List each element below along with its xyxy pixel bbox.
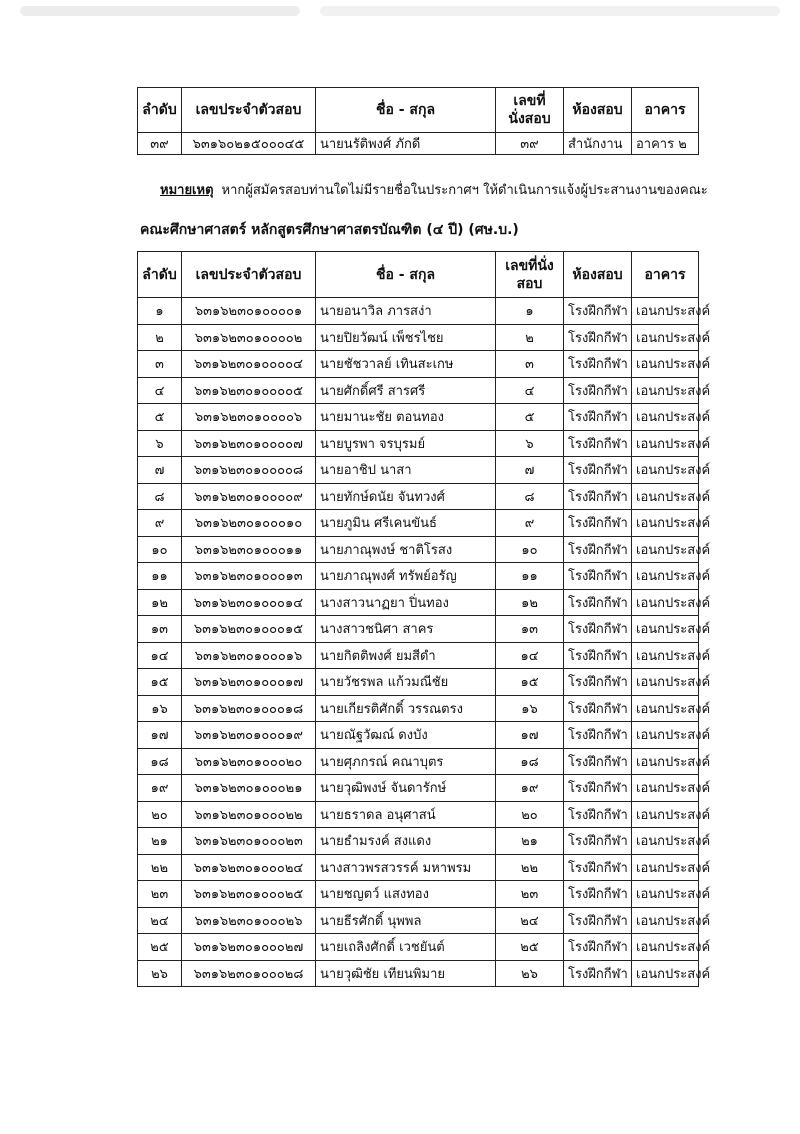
cell-seat: ๓๙ bbox=[496, 133, 564, 155]
cell-order: ๒ bbox=[138, 324, 182, 351]
cell-room: โรงฝึกกีฬา bbox=[564, 510, 632, 537]
cell-seat: ๑๕ bbox=[496, 669, 564, 696]
cell-seat: ๘ bbox=[496, 483, 564, 510]
cell-room: โรงฝึกกีฬา bbox=[564, 536, 632, 563]
cell-room: โรงฝึกกีฬา bbox=[564, 854, 632, 881]
scan-artifact bbox=[320, 6, 780, 16]
cell-room: โรงฝึกกีฬา bbox=[564, 881, 632, 908]
cell-exam-id: ๖๓๑๖๒๓๐๑๐๐๐๑๕ bbox=[182, 616, 316, 643]
cell-room: โรงฝึกกีฬา bbox=[564, 351, 632, 378]
cell-name: นายชัชวาลย์ เทินสะเกษ bbox=[316, 351, 496, 378]
cell-name: นายนรัติพงศ์ ภักดี bbox=[316, 133, 496, 155]
cell-seat: ๑๓ bbox=[496, 616, 564, 643]
table-row bbox=[138, 510, 699, 537]
cell-room: โรงฝึกกีฬา bbox=[564, 404, 632, 431]
cell-name: นายมานะชัย ตอนทอง bbox=[316, 404, 496, 431]
cell-name: นายธราดล อนุศาสน์ bbox=[316, 801, 496, 828]
cell-exam-id: ๖๓๑๖๐๒๑๕๐๐๐๔๕ bbox=[182, 133, 316, 155]
cell-order: ๑๔ bbox=[138, 642, 182, 669]
cell-name: นายวุฒิพงษ์ จันดารักษ์ bbox=[316, 775, 496, 802]
table-row bbox=[138, 457, 699, 484]
cell-order: ๓ bbox=[138, 351, 182, 378]
cell-exam-id: ๖๓๑๖๒๓๐๑๐๐๐๑๑ bbox=[182, 536, 316, 563]
cell-building: เอนกประสงค์ bbox=[632, 457, 699, 484]
cell-room: โรงฝึกกีฬา bbox=[564, 324, 632, 351]
cell-building: เอนกประสงค์ bbox=[632, 616, 699, 643]
cell-building: เอนกประสงค์ bbox=[632, 298, 699, 325]
cell-name: นายบูรพา จรบุรมย์ bbox=[316, 430, 496, 457]
cell-exam-id: ๖๓๑๖๒๓๐๑๐๐๐๑๖ bbox=[182, 642, 316, 669]
cell-order: ๔ bbox=[138, 377, 182, 404]
cell-building: เอนกประสงค์ bbox=[632, 563, 699, 590]
cell-order: ๒๖ bbox=[138, 960, 182, 987]
cell-building: เอนกประสงค์ bbox=[632, 324, 699, 351]
cell-exam-id: ๖๓๑๖๒๓๐๑๐๐๐๑๓ bbox=[182, 563, 316, 590]
cell-order: ๒๑ bbox=[138, 828, 182, 855]
cell-order: ๒๐ bbox=[138, 801, 182, 828]
cell-building: เอนกประสงค์ bbox=[632, 722, 699, 749]
cell-exam-id: ๖๓๑๖๒๓๐๑๐๐๐๐๑ bbox=[182, 298, 316, 325]
cell-building: เอนกประสงค์ bbox=[632, 351, 699, 378]
cell-order: ๘ bbox=[138, 483, 182, 510]
cell-exam-id: ๖๓๑๖๒๓๐๑๐๐๐๐๖ bbox=[182, 404, 316, 431]
table-row bbox=[138, 589, 699, 616]
cell-room: โรงฝึกกีฬา bbox=[564, 430, 632, 457]
cell-building: เอนกประสงค์ bbox=[632, 907, 699, 934]
cell-order: ๗ bbox=[138, 457, 182, 484]
table-row bbox=[138, 669, 699, 696]
table-row bbox=[138, 695, 699, 722]
cell-order: ๑๓ bbox=[138, 616, 182, 643]
cell-building: เอนกประสงค์ bbox=[632, 775, 699, 802]
cell-exam-id: ๖๓๑๖๒๓๐๑๐๐๐๒๐ bbox=[182, 748, 316, 775]
cell-exam-id: ๖๓๑๖๒๓๐๑๐๐๐๒๒ bbox=[182, 801, 316, 828]
cell-name: นายธีรศักดิ์ นุพพล bbox=[316, 907, 496, 934]
cell-seat: ๓ bbox=[496, 351, 564, 378]
col-header-building: อาคาร bbox=[632, 252, 699, 298]
col-header-order: ลำดับ bbox=[138, 88, 182, 133]
cell-room: สำนักงาน bbox=[564, 133, 632, 155]
table-row bbox=[138, 960, 699, 987]
table-row bbox=[138, 801, 699, 828]
cell-building: เอนกประสงค์ bbox=[632, 510, 699, 537]
cell-seat: ๒๑ bbox=[496, 828, 564, 855]
cell-building: เอนกประสงค์ bbox=[632, 377, 699, 404]
cell-seat: ๑๘ bbox=[496, 748, 564, 775]
cell-order: ๕ bbox=[138, 404, 182, 431]
cell-building: เอนกประสงค์ bbox=[632, 430, 699, 457]
cell-seat: ๗ bbox=[496, 457, 564, 484]
col-header-room: ห้องสอบ bbox=[564, 252, 632, 298]
cell-exam-id: ๖๓๑๖๒๓๐๑๐๐๐๒๓ bbox=[182, 828, 316, 855]
cell-room: โรงฝึกกีฬา bbox=[564, 828, 632, 855]
cell-name: นายปิยวัฒน์ เพ็ชรไชย bbox=[316, 324, 496, 351]
table-row bbox=[138, 298, 699, 325]
cell-building: เอนกประสงค์ bbox=[632, 536, 699, 563]
cell-order: ๒๓ bbox=[138, 881, 182, 908]
col-header-exam-id: เลขประจำตัวสอบ bbox=[182, 88, 316, 133]
cell-seat: ๑๔ bbox=[496, 642, 564, 669]
cell-seat: ๑๙ bbox=[496, 775, 564, 802]
cell-room: โรงฝึกกีฬา bbox=[564, 695, 632, 722]
cell-order: ๑๗ bbox=[138, 722, 182, 749]
table-row bbox=[138, 722, 699, 749]
note bbox=[160, 179, 708, 200]
col-header-order: ลำดับ bbox=[138, 252, 182, 298]
cell-building: เอนกประสงค์ bbox=[632, 828, 699, 855]
table-row bbox=[138, 642, 699, 669]
cell-room: โรงฝึกกีฬา bbox=[564, 907, 632, 934]
cell-exam-id: ๖๓๑๖๒๓๐๑๐๐๐๑๐ bbox=[182, 510, 316, 537]
col-header-name: ชื่อ - สกุล bbox=[316, 88, 496, 133]
cell-room: โรงฝึกกีฬา bbox=[564, 377, 632, 404]
table-row bbox=[138, 616, 699, 643]
cell-name: นางสาวชนิศา สาคร bbox=[316, 616, 496, 643]
cell-exam-id: ๖๓๑๖๒๓๐๑๐๐๐๒๕ bbox=[182, 881, 316, 908]
cell-room: โรงฝึกกีฬา bbox=[564, 642, 632, 669]
cell-seat: ๙ bbox=[496, 510, 564, 537]
cell-order: ๑๑ bbox=[138, 563, 182, 590]
section-title: คณะศึกษาศาสตร์ หลักสูตรศึกษาศาสตรบัณฑิต (๔ ปี) (ศษ.บ.) bbox=[140, 222, 519, 238]
cell-room: โรงฝึกกีฬา bbox=[564, 298, 632, 325]
cell-order: ๑ bbox=[138, 298, 182, 325]
cell-order: ๑๕ bbox=[138, 669, 182, 696]
cell-building: เอนกประสงค์ bbox=[632, 801, 699, 828]
cell-seat: ๑ bbox=[496, 298, 564, 325]
cell-exam-id: ๖๓๑๖๒๓๐๑๐๐๐๑๗ bbox=[182, 669, 316, 696]
cell-exam-id: ๖๓๑๖๒๓๐๑๐๐๐๑๔ bbox=[182, 589, 316, 616]
cell-exam-id: ๖๓๑๖๒๓๐๑๐๐๐๐๘ bbox=[182, 457, 316, 484]
table-row bbox=[138, 563, 699, 590]
col-header-building: อาคาร bbox=[632, 88, 699, 133]
main-table-header bbox=[138, 252, 699, 298]
cell-exam-id: ๖๓๑๖๒๓๐๑๐๐๐๒๗ bbox=[182, 934, 316, 961]
cell-name: นายศุภกรณ์ คณาบุตร bbox=[316, 748, 496, 775]
cell-name: นายเถลิงศักดิ์ เวชยันต์ bbox=[316, 934, 496, 961]
cell-seat: ๒ bbox=[496, 324, 564, 351]
col-header-name: ชื่อ - สกุล bbox=[316, 252, 496, 298]
cell-order: ๒๒ bbox=[138, 854, 182, 881]
cell-name: นายภูมิน ศรีเคนขันธ์ bbox=[316, 510, 496, 537]
cell-name: นายภาณุพงศ์ ทรัพย์อรัญ bbox=[316, 563, 496, 590]
cell-building: เอนกประสงค์ bbox=[632, 695, 699, 722]
cell-name: นายกิตติพงศ์ ยมสีดำ bbox=[316, 642, 496, 669]
col-header-exam-id: เลขประจำตัวสอบ bbox=[182, 252, 316, 298]
cell-exam-id: ๖๓๑๖๒๓๐๑๐๐๐๐๕ bbox=[182, 377, 316, 404]
cell-order: ๑๖ bbox=[138, 695, 182, 722]
cell-building: เอนกประสงค์ bbox=[632, 483, 699, 510]
table-row bbox=[138, 775, 699, 802]
cell-exam-id: ๖๓๑๖๒๓๐๑๐๐๐๒๘ bbox=[182, 960, 316, 987]
cell-name: นางสาวนาฏยา ปิ่นทอง bbox=[316, 589, 496, 616]
cell-room: โรงฝึกกีฬา bbox=[564, 748, 632, 775]
cell-building: เอนกประสงค์ bbox=[632, 748, 699, 775]
cell-room: โรงฝึกกีฬา bbox=[564, 775, 632, 802]
table-row bbox=[138, 828, 699, 855]
cell-room: โรงฝึกกีฬา bbox=[564, 722, 632, 749]
col-header-room: ห้องสอบ bbox=[564, 88, 632, 133]
cell-exam-id: ๖๓๑๖๒๓๐๑๐๐๐๐๔ bbox=[182, 351, 316, 378]
cell-exam-id: ๖๓๑๖๒๓๐๑๐๐๐๑๘ bbox=[182, 695, 316, 722]
cell-name: นายภาณุพงษ์ ชาติโรสง bbox=[316, 536, 496, 563]
cell-name: นางสาวพรสวรรค์ มหาพรม bbox=[316, 854, 496, 881]
cell-exam-id: ๖๓๑๖๒๓๐๑๐๐๐๒๖ bbox=[182, 907, 316, 934]
cell-seat: ๑๒ bbox=[496, 589, 564, 616]
scan-artifact bbox=[20, 6, 300, 16]
cell-seat: ๕ bbox=[496, 404, 564, 431]
table-row bbox=[138, 404, 699, 431]
cell-name: นายธำมรงค์ สงแดง bbox=[316, 828, 496, 855]
cell-seat: ๒๕ bbox=[496, 934, 564, 961]
cell-building: เอนกประสงค์ bbox=[632, 589, 699, 616]
table-row bbox=[138, 907, 699, 934]
table-row bbox=[138, 934, 699, 961]
cell-room: โรงฝึกกีฬา bbox=[564, 960, 632, 987]
table-row bbox=[138, 854, 699, 881]
cell-building: เอนกประสงค์ bbox=[632, 642, 699, 669]
cell-name: นายศักดิ์ศรี สารศรี bbox=[316, 377, 496, 404]
cell-room: โรงฝึกกีฬา bbox=[564, 801, 632, 828]
cell-seat: ๒๖ bbox=[496, 960, 564, 987]
cell-building: เอนกประสงค์ bbox=[632, 854, 699, 881]
cell-exam-id: ๖๓๑๖๒๓๐๑๐๐๐๐๗ bbox=[182, 430, 316, 457]
cell-name: นายวัชรพล แก้วมณีชัย bbox=[316, 669, 496, 696]
cell-building: เอนกประสงค์ bbox=[632, 881, 699, 908]
note-text: หากผู้สมัครสอบท่านใดไม่มีรายชื่อในประกาศฯ ให้ดำเนินการแจ้งผู้ประสานงานของคณะ bbox=[221, 183, 708, 198]
cell-room: โรงฝึกกีฬา bbox=[564, 616, 632, 643]
cell-order: ๓๙ bbox=[138, 133, 182, 155]
cell-seat: ๑๐ bbox=[496, 536, 564, 563]
cell-seat: ๖ bbox=[496, 430, 564, 457]
cell-exam-id: ๖๓๑๖๒๓๐๑๐๐๐๒๔ bbox=[182, 854, 316, 881]
cell-building: เอนกประสงค์ bbox=[632, 669, 699, 696]
cell-seat: ๑๖ bbox=[496, 695, 564, 722]
cell-seat: ๒๔ bbox=[496, 907, 564, 934]
table-row bbox=[138, 881, 699, 908]
note-heading: หมายเหตุ bbox=[160, 183, 214, 198]
col-header-seat: เลขที่นั่ง สอบ bbox=[496, 252, 564, 298]
cell-seat: ๔ bbox=[496, 377, 564, 404]
table-row bbox=[138, 430, 699, 457]
cell-room: โรงฝึกกีฬา bbox=[564, 483, 632, 510]
cell-order: ๑๘ bbox=[138, 748, 182, 775]
cell-name: นายวุฒิชัย เทียนพิมาย bbox=[316, 960, 496, 987]
table-row bbox=[138, 536, 699, 563]
cell-building: เอนกประสงค์ bbox=[632, 404, 699, 431]
cell-order: ๑๙ bbox=[138, 775, 182, 802]
col-header-seat: เลขที่ นั่งสอบ bbox=[496, 88, 564, 133]
table-row bbox=[138, 748, 699, 775]
cell-name: นายชญตว์ แสงทอง bbox=[316, 881, 496, 908]
table-row bbox=[138, 133, 699, 155]
cell-room: โรงฝึกกีฬา bbox=[564, 934, 632, 961]
cell-seat: ๒๓ bbox=[496, 881, 564, 908]
cell-order: ๒๔ bbox=[138, 907, 182, 934]
cell-exam-id: ๖๓๑๖๒๓๐๑๐๐๐๐๒ bbox=[182, 324, 316, 351]
cell-order: ๑๒ bbox=[138, 589, 182, 616]
table-row bbox=[138, 324, 699, 351]
cell-room: โรงฝึกกีฬา bbox=[564, 589, 632, 616]
cell-building: เอนกประสงค์ bbox=[632, 934, 699, 961]
cell-seat: ๑๑ bbox=[496, 563, 564, 590]
cell-seat: ๒๐ bbox=[496, 801, 564, 828]
cell-order: ๙ bbox=[138, 510, 182, 537]
cell-room: โรงฝึกกีฬา bbox=[564, 563, 632, 590]
cell-exam-id: ๖๓๑๖๒๓๐๑๐๐๐๐๙ bbox=[182, 483, 316, 510]
main-table bbox=[137, 251, 711, 987]
cell-name: นายเกียรติศักดิ์ วรรณตรง bbox=[316, 695, 496, 722]
table-row bbox=[138, 351, 699, 378]
cell-room: โรงฝึกกีฬา bbox=[564, 669, 632, 696]
cell-exam-id: ๖๓๑๖๒๓๐๑๐๐๐๒๑ bbox=[182, 775, 316, 802]
cell-exam-id: ๖๓๑๖๒๓๐๑๐๐๐๑๙ bbox=[182, 722, 316, 749]
cell-order: ๖ bbox=[138, 430, 182, 457]
table-row bbox=[138, 483, 699, 510]
cell-name: นายอนาวิล ภารสง่า bbox=[316, 298, 496, 325]
cell-building: เอนกประสงค์ bbox=[632, 960, 699, 987]
cell-order: ๑๐ bbox=[138, 536, 182, 563]
top-table-header bbox=[138, 88, 699, 133]
cell-room: โรงฝึกกีฬา bbox=[564, 457, 632, 484]
top-table bbox=[137, 87, 699, 155]
cell-seat: ๒๒ bbox=[496, 854, 564, 881]
cell-seat: ๑๗ bbox=[496, 722, 564, 749]
cell-name: นายทักษ์ดนัย จันทวงศ์ bbox=[316, 483, 496, 510]
cell-name: นายอาชิป นาสา bbox=[316, 457, 496, 484]
cell-building: อาคาร ๒ bbox=[632, 133, 699, 155]
cell-order: ๒๕ bbox=[138, 934, 182, 961]
table-row bbox=[138, 377, 699, 404]
cell-name: นายณัฐวัฒณ์ ดงบัง bbox=[316, 722, 496, 749]
